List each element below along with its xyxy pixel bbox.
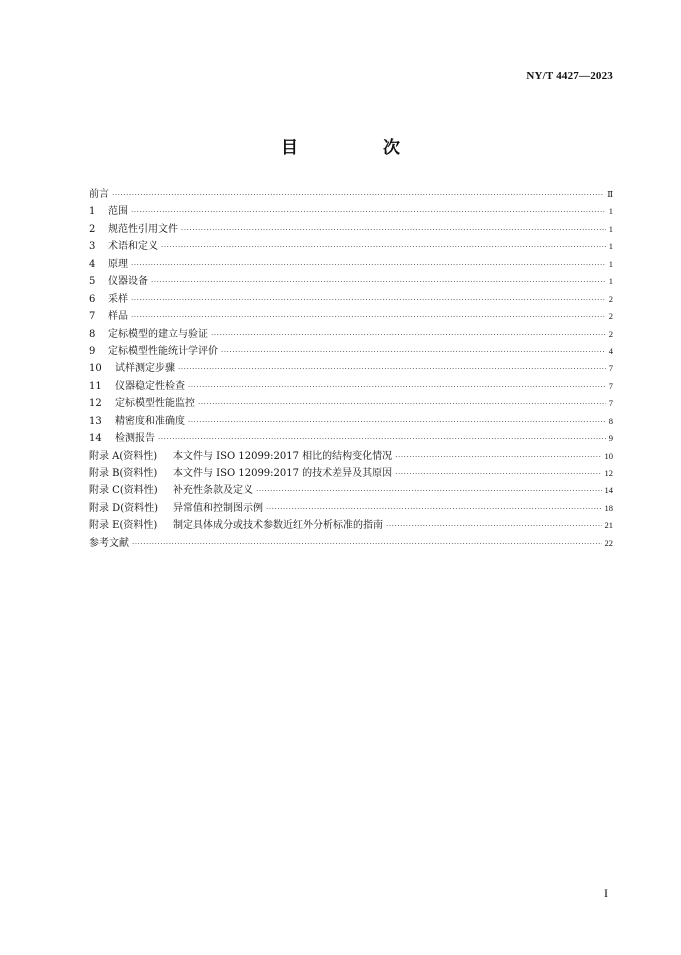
toc-entry[interactable] <box>89 238 613 255</box>
toc-entry-label: 补充性条款及定义 <box>173 485 253 497</box>
toc-entry-label: 定标模型性能统计学评价 <box>108 345 218 357</box>
toc-dot-leader <box>395 449 601 466</box>
toc-entry-page: 14 <box>604 485 613 496</box>
table-of-contents <box>89 186 613 552</box>
toc-entry-number: 8 <box>89 328 96 340</box>
toc-entry[interactable] <box>89 500 613 517</box>
toc-entry-number: 附录 D(资料性) <box>89 502 158 514</box>
toc-dot-leader <box>178 361 606 378</box>
toc-entry[interactable] <box>89 291 613 308</box>
toc-entry-label: 本文件与 ISO 12099:2017 的技术差异及其原因 <box>173 468 393 479</box>
toc-entry-page: 8 <box>608 415 613 426</box>
toc-entry-page: Ⅱ <box>607 189 613 199</box>
page-title: 目 次 <box>281 138 434 158</box>
toc-entry-page: 7 <box>608 380 613 391</box>
toc-dot-leader <box>211 327 606 344</box>
toc-dot-leader <box>198 396 606 413</box>
toc-entry-number: 10 <box>89 363 102 375</box>
toc-entry[interactable] <box>89 430 613 447</box>
toc-entry-number: 1 <box>89 206 96 218</box>
toc-entry-page: 7 <box>608 363 613 374</box>
toc-dot-leader <box>161 239 606 256</box>
toc-entry[interactable] <box>89 186 613 203</box>
toc-entry-label: 术语和定义 <box>108 241 158 253</box>
toc-entry-page: 7 <box>608 398 613 409</box>
toc-dot-leader <box>266 501 602 518</box>
toc-dot-leader <box>132 536 602 553</box>
toc-entry-number: 7 <box>89 311 96 323</box>
toc-entry-number: 附录 A(资料性) <box>89 450 158 462</box>
page-number: I <box>604 886 608 900</box>
toc-entry-label: 精密度和准确度 <box>115 415 185 427</box>
toc-entry-page: 1 <box>608 206 613 217</box>
toc-dot-leader <box>256 483 602 500</box>
toc-entry-label: 异常值和控制图示例 <box>173 502 263 514</box>
toc-entry[interactable] <box>89 378 613 395</box>
toc-entry-label: 定标模型性能监控 <box>115 398 195 410</box>
toc-dot-leader <box>131 309 606 326</box>
toc-entry-label: 检测报告 <box>115 433 155 445</box>
toc-dot-leader <box>131 204 606 221</box>
toc-entry-number: 附录 C(资料性) <box>89 485 158 497</box>
toc-entry-label: 前言 <box>89 189 109 200</box>
toc-entry[interactable] <box>89 517 613 534</box>
toc-dot-leader <box>181 222 606 239</box>
toc-entry-page: 18 <box>604 502 613 513</box>
toc-entry-label: 样品 <box>108 311 128 323</box>
toc-entry-number: 12 <box>89 398 102 410</box>
toc-dot-leader <box>151 274 606 291</box>
toc-entry-page: 9 <box>608 433 613 444</box>
toc-entry-label: 采样 <box>108 293 128 305</box>
toc-dot-leader <box>395 466 601 483</box>
toc-entry-page: 22 <box>604 537 613 548</box>
toc-dot-leader <box>221 344 606 361</box>
toc-entry-page: 4 <box>608 345 613 356</box>
toc-dot-leader <box>131 292 606 309</box>
toc-entry-number: 11 <box>89 380 102 392</box>
toc-dot-leader <box>158 431 606 448</box>
toc-entry-number: 14 <box>89 433 102 445</box>
toc-entry-number: 附录 B(资料性) <box>89 468 158 479</box>
toc-entry[interactable] <box>89 273 613 290</box>
toc-entry-number: 6 <box>89 293 96 305</box>
toc-entry[interactable] <box>89 395 613 412</box>
toc-entry-number: 附录 E(资料性) <box>89 520 158 532</box>
toc-entry-label: 仪器设备 <box>108 276 148 288</box>
toc-entry-label: 规范性引用文件 <box>108 223 178 235</box>
toc-entry-number: 2 <box>89 223 96 235</box>
toc-entry-label: 本文件与 ISO 12099:2017 相比的结构变化情况 <box>173 450 393 462</box>
standard-number: NY/T 4427—2023 <box>526 70 613 82</box>
toc-entry[interactable] <box>89 448 613 465</box>
toc-entry[interactable] <box>89 465 613 482</box>
toc-entry-label: 参考文献 <box>89 537 129 549</box>
toc-entry-label: 定标模型的建立与验证 <box>108 328 208 340</box>
toc-entry-page: 1 <box>608 223 613 234</box>
toc-dot-leader <box>188 414 606 431</box>
toc-entry-page: 10 <box>604 450 613 461</box>
toc-entry-label: 原理 <box>108 258 128 270</box>
toc-entry-page: 21 <box>604 520 613 531</box>
toc-entry-number: 5 <box>89 276 96 288</box>
toc-entry-page: 2 <box>608 328 613 339</box>
toc-entry-label: 制定具体成分或技术参数近红外分析标准的指南 <box>173 520 383 532</box>
toc-entry-label: 试样测定步骤 <box>115 363 175 375</box>
toc-entry-number: 3 <box>89 241 96 253</box>
toc-entry-number: 9 <box>89 345 96 357</box>
toc-dot-leader <box>188 379 606 396</box>
toc-entry[interactable] <box>89 256 613 273</box>
toc-entry[interactable] <box>89 326 613 343</box>
toc-dot-leader <box>112 187 604 204</box>
toc-entry[interactable] <box>89 221 613 238</box>
toc-entry-label: 仪器稳定性检查 <box>115 380 185 392</box>
toc-entry[interactable] <box>89 203 613 220</box>
toc-entry-page: 1 <box>608 276 613 287</box>
toc-entry[interactable] <box>89 413 613 430</box>
toc-entry-label: 范围 <box>108 206 128 218</box>
toc-entry-number: 13 <box>89 415 102 427</box>
toc-entry-page: 1 <box>608 241 613 252</box>
toc-dot-leader <box>386 518 602 535</box>
toc-entry[interactable] <box>89 360 613 377</box>
toc-entry-page: 1 <box>608 258 613 269</box>
toc-entry[interactable] <box>89 343 613 360</box>
toc-dot-leader <box>131 257 606 274</box>
toc-entry-page: 2 <box>608 311 613 322</box>
toc-entry-page: 2 <box>608 293 613 304</box>
toc-entry-page: 12 <box>604 468 613 478</box>
toc-entry[interactable] <box>89 308 613 325</box>
toc-entry[interactable] <box>89 535 613 552</box>
toc-entry[interactable] <box>89 482 613 499</box>
toc-entry-number: 4 <box>89 258 96 270</box>
